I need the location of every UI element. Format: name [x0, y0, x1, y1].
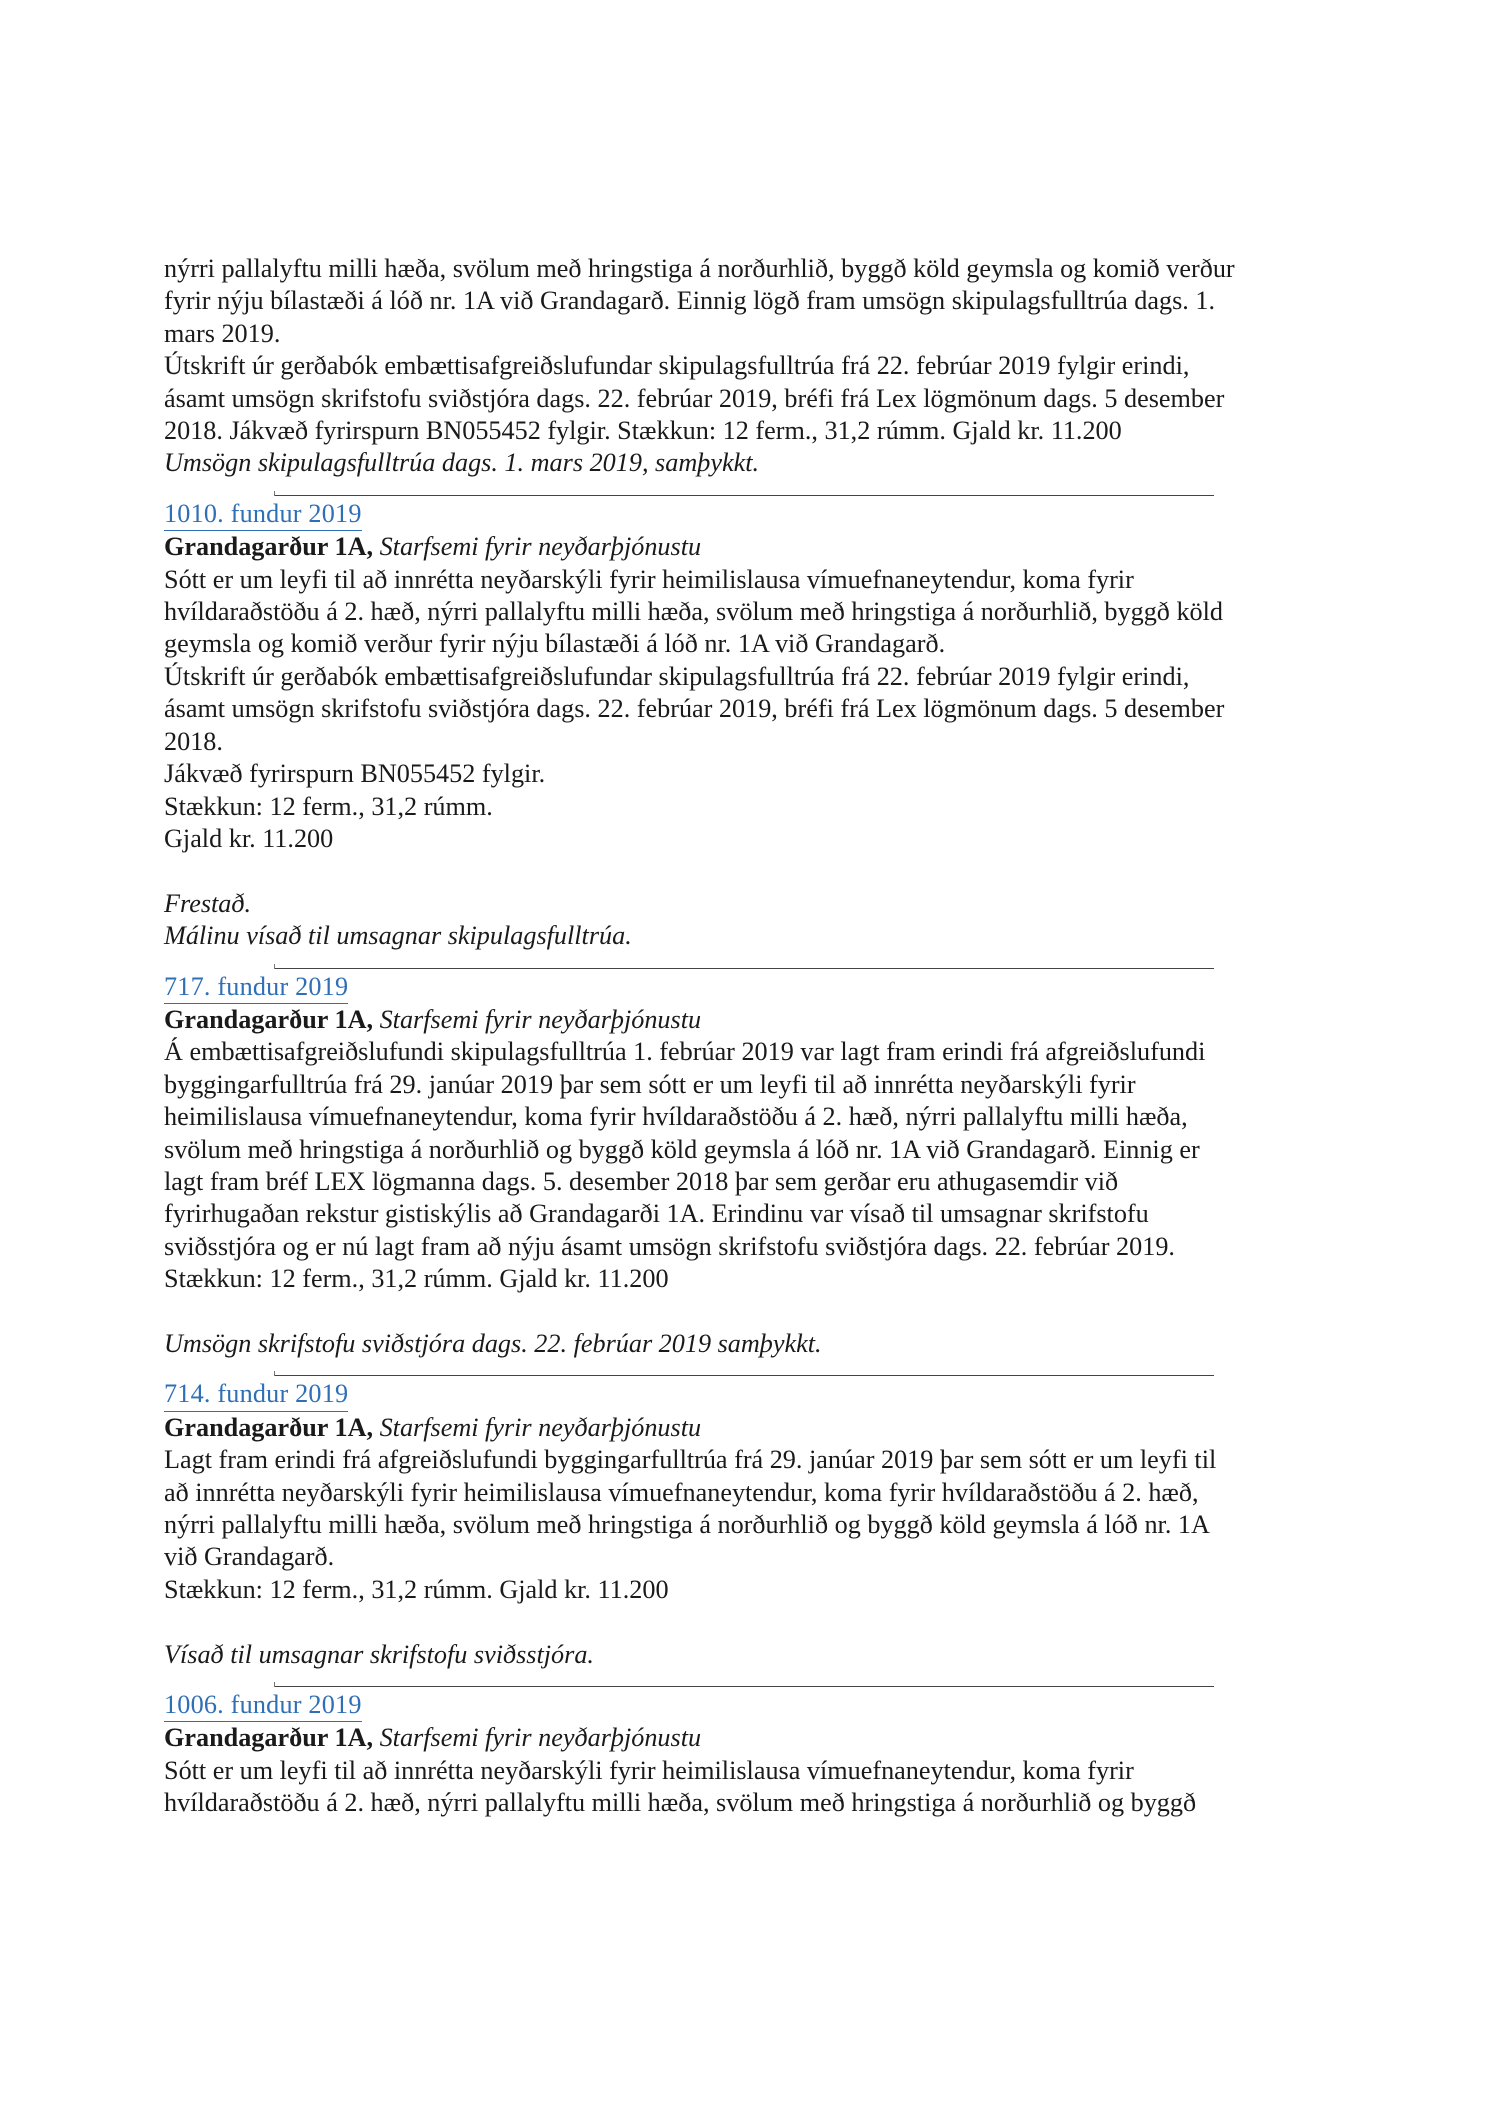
entry-line: Jákvæð fyrirspurn BN055452 fylgir. — [164, 759, 546, 789]
intro-decision: Umsögn skipulagsfulltrúa dags. 1. mars 2019, samþykkt. — [164, 448, 760, 478]
meeting-link[interactable]: 717. fundur 2019 — [164, 971, 348, 1004]
entry-line: byggingarfulltrúa frá 29. janúar 2019 þar sem sótt er um leyfi til að innrétta neyðarskýli fyrir — [164, 1069, 1136, 1099]
intro-block — [164, 253, 1350, 480]
entry-line: nýrri pallalyftu milli hæða, svölum með hringstiga á norðurhlið og byggð köld geymsla á lóð nr. 1A — [164, 1510, 1210, 1539]
entry-line: Sótt er um leyfi til að innrétta neyðarskýli fyrir heimilislausa vímuefnaneytendur, koma fyrir — [164, 564, 1134, 594]
separator-line — [274, 968, 1214, 969]
entry-line: að innrétta neyðarskýli fyrir heimilislausa vímuefnaneytendur, koma fyrir hvíldaraðstöðu á 2. hæð, — [164, 1477, 1199, 1507]
entry-line: hvíldaraðstöðu á 2. hæð, nýrri pallalyftu milli hæða, svölum með hringstiga á norðurhlið, byggð köld — [164, 597, 1224, 627]
separator-line — [274, 495, 1214, 496]
meeting-link[interactable]: 714. fundur 2019 — [164, 1378, 348, 1411]
intro-line: ásamt umsögn skrifstofu sviðstjóra dags. 22. febrúar 2019, bréfi frá Lex lögmönum dags. 5 desember — [164, 383, 1225, 413]
intro-line: Útskrift úr gerðabók embættisafgreiðslufundar skipulagsfulltrúa frá 22. febrúar 2019 fylgir erindi, — [164, 351, 1190, 381]
entry-line: Lagt fram erindi frá afgreiðslufundi byggingarfulltrúa frá 29. janúar 2019 þar sem sótt er um leyfi til — [164, 1445, 1217, 1475]
separator-line — [274, 1375, 1214, 1376]
meeting-entry — [164, 1687, 1350, 1820]
meeting-entry — [164, 1376, 1350, 1671]
intro-line: 2018. Jákvæð fyrirspurn BN055452 fylgir. Stækkun: 12 ferm., 31,2 rúmm. Gjald kr. 11.200 — [164, 416, 1122, 446]
separator-line — [274, 1686, 1214, 1687]
entry-line: Stækkun: 12 ferm., 31,2 rúmm. — [164, 791, 493, 821]
entry-decision: Umsögn skrifstofu sviðstjóra dags. 22. febrúar 2019 samþykkt. — [164, 1328, 822, 1358]
entry-title — [164, 1722, 1350, 1754]
intro-line: mars 2019. — [164, 318, 281, 348]
intro-line: nýrri pallalyftu milli hæða, svölum með hringstiga á norðurhlið, byggð köld geymsla og komið verður — [164, 254, 1235, 283]
entry-line: fyrirhugaðan rekstur gistiskýlis að Grandagarði 1A. Erindinu var vísað til umsagnar skrifstofu — [164, 1199, 1149, 1229]
entry-title-subject: Starfsemi fyrir neyðarþjónustu — [379, 1412, 702, 1442]
meeting-link[interactable]: 1010. fundur 2019 — [164, 498, 362, 531]
entry-line: Sótt er um leyfi til að innrétta neyðarskýli fyrir heimilislausa vímuefnaneytendur, koma fyrir — [164, 1755, 1134, 1785]
entry-decision: Vísað til umsagnar skrifstofu sviðsstjóra. — [164, 1639, 594, 1669]
entry-title — [164, 1004, 1350, 1036]
blank-line — [164, 1606, 1350, 1638]
entry-line: sviðsstjóra og er nú lagt fram að nýju ásamt umsögn skrifstofu sviðstjóra dags. 22. febrúar 2019. — [164, 1231, 1175, 1261]
entry-line: geymsla og komið verður fyrir nýju bílastæði á lóð nr. 1A við Grandagarð. — [164, 629, 946, 659]
entry-line: svölum með hringstiga á norðurhlið og byggð köld geymsla á lóð nr. 1A við Grandagarð. Einnig er — [164, 1134, 1200, 1164]
meeting-link[interactable]: 1006. fundur 2019 — [164, 1689, 362, 1722]
entry-line: heimilislausa vímuefnaneytendur, koma fyrir hvíldaraðstöðu á 2. hæð, nýrri pallalyftu milli hæða, — [164, 1102, 1188, 1132]
entry-line: 2018. — [164, 726, 223, 756]
entry-title-address: Grandagarður 1A, — [164, 1723, 374, 1753]
entry-line: lagt fram bréf LEX lögmanna dags. 5. desember 2018 þar sem gerðar eru athugasemdir við — [164, 1166, 1119, 1196]
entry-line: ásamt umsögn skrifstofu sviðstjóra dags. 22. febrúar 2019, bréfi frá Lex lögmönum dags. 5 desember — [164, 694, 1225, 724]
entry-title-subject: Starfsemi fyrir neyðarþjónustu — [379, 1723, 702, 1753]
entry-title-address: Grandagarður 1A, — [164, 1004, 374, 1034]
entry-title — [164, 531, 1350, 563]
entry-line: við Grandagarð. — [164, 1542, 335, 1572]
meeting-entry — [164, 496, 1350, 953]
meeting-entry — [164, 969, 1350, 1361]
entry-title — [164, 1412, 1350, 1444]
entry-title-address: Grandagarður 1A, — [164, 532, 374, 562]
entry-title-subject: Starfsemi fyrir neyðarþjónustu — [379, 532, 702, 562]
entry-line: Á embættisafgreiðslufundi skipulagsfulltrúa 1. febrúar 2019 var lagt fram erindi frá afgreiðslufundi — [164, 1037, 1206, 1067]
blank-line — [164, 855, 1350, 887]
entry-line: hvíldaraðstöðu á 2. hæð, nýrri pallalyftu milli hæða, svölum með hringstiga á norðurhlið og byggð — [164, 1788, 1197, 1818]
intro-line: fyrir nýju bílastæði á lóð nr. 1A við Grandagarð. Einnig lögð fram umsögn skipulagsfulltrúa dags. 1. — [164, 286, 1215, 316]
entry-line: Stækkun: 12 ferm., 31,2 rúmm. Gjald kr. 11.200 — [164, 1264, 669, 1294]
entry-title-subject: Starfsemi fyrir neyðarþjónustu — [379, 1004, 702, 1034]
entry-title-address: Grandagarður 1A, — [164, 1412, 374, 1442]
entry-line: Útskrift úr gerðabók embættisafgreiðslufundar skipulagsfulltrúa frá 22. febrúar 2019 fylgir erindi, — [164, 661, 1190, 691]
entry-decision: Frestað. — [164, 888, 252, 918]
entry-decision: Málinu vísað til umsagnar skipulagsfulltrúa. — [164, 921, 632, 951]
entry-line: Stækkun: 12 ferm., 31,2 rúmm. Gjald kr. 11.200 — [164, 1574, 669, 1604]
blank-line — [164, 1296, 1350, 1328]
entry-line: Gjald kr. 11.200 — [164, 823, 334, 853]
